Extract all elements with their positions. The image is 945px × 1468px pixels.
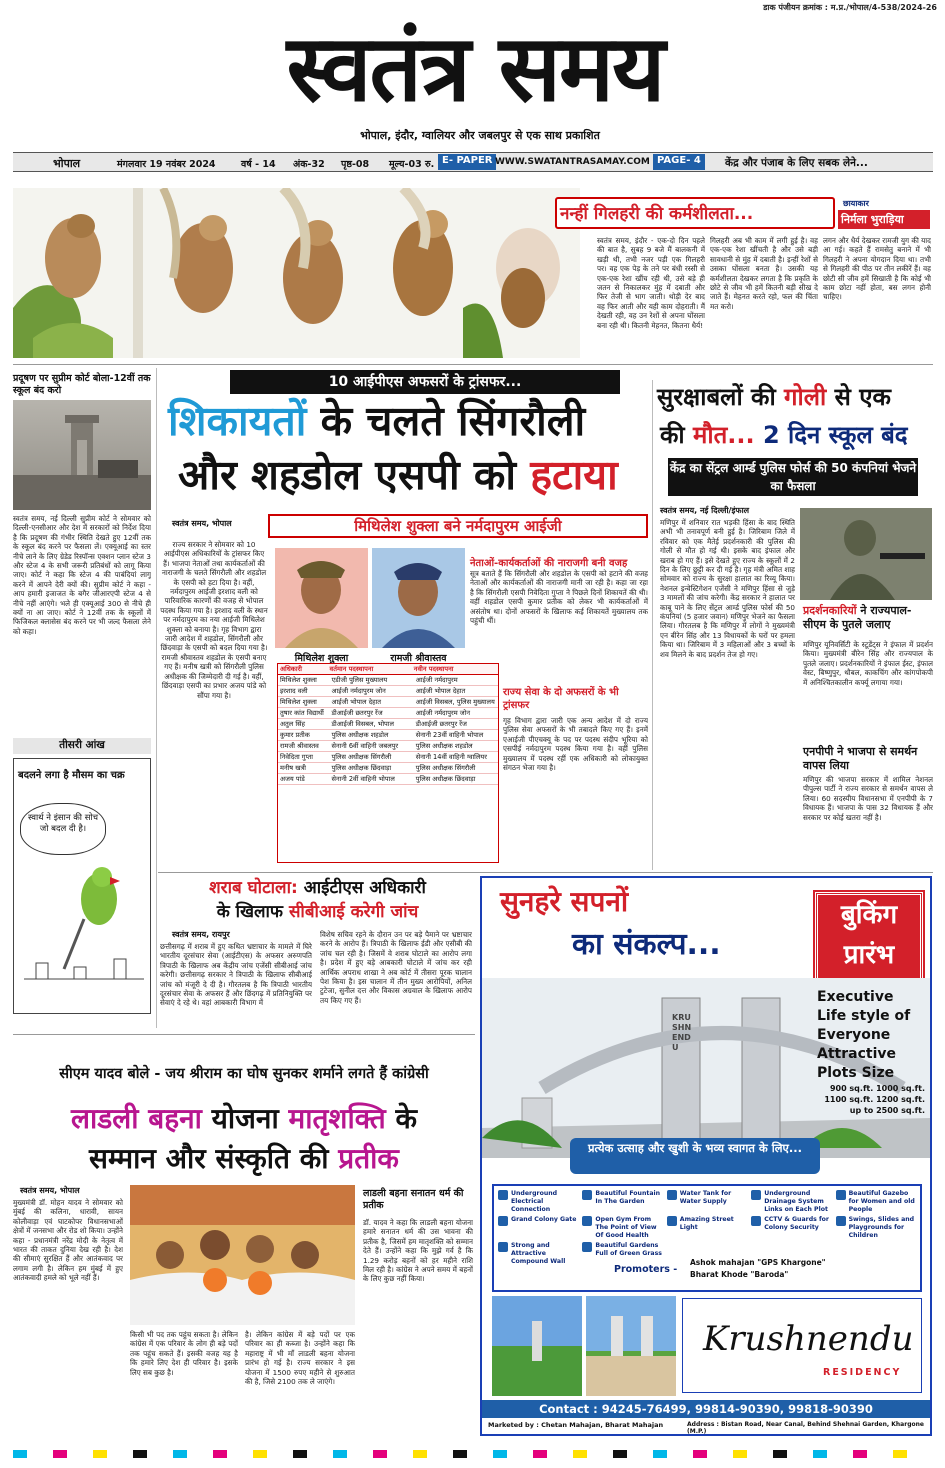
table-row [278,697,498,708]
feature-item [836,1190,916,1214]
squirrel-headline[interactable]: नन्हीं गिलहरी की कर्मशीलता... [560,204,754,224]
ips-byline: स्वतंत्र समय, भोपाल [172,519,232,528]
table-cell: आईजी विसबल, पुलिस मुख्यालय [415,698,495,706]
yadav-kicker[interactable]: सीएम यादव बोले - जय श्रीराम का घोष सुनकर शर्माने लगते हैं कांग्रेसी [59,1066,429,1082]
feature-icon [667,1216,677,1226]
feature-label: Water Tank for Water Supply [679,1190,732,1205]
security-headline-blue: 2 दिन स्कूल बंद [762,421,908,449]
ladli-headline-black: सम्मान और संस्कृति की [89,1142,329,1175]
ips-box-text: सूत्र बताते हैं कि सिंगरौली और शहडोल के एसपी को हटाने की वजह नेताओं और कार्यकर्ताओं की नाराजगी मानी जा रही है। कहा जा रहा है कि सिंगरौली एसपी निवेदिता गुप्ता ने पिछले दिनों शिकायतें की थी। वहीं शहडोल एसपी कुमार प्रतीक को लेकर भी कार्यकर्ताओं में असंतोष था। दोनों अफसरों के खिलाफ कई शिकायतें मुख्यालय तक पहुंची थीं। [470,569,648,626]
table-cell: मिथिलेश शुक्ला [280,698,317,706]
table-cell: अजय पांडे [280,775,305,783]
promoter-2: Bharat Khode "Baroda" [690,1270,789,1279]
rally-crowd-icon [130,1185,355,1325]
security-byline: स्वतंत्र समय, नई दिल्ली/इंफाल [660,506,750,515]
booking-badge[interactable] [815,892,923,984]
table-cell: आईजी नर्मदापुरम जोन [331,687,386,695]
table-row [278,752,498,763]
table-cell: पुलिस अधीक्षक शहडोल [415,742,473,750]
npp-text: मणिपुर की भाजपा सरकार में शामिल नेशनल पीपुल्स पार्टी ने राज्य सरकार से समर्थन वापस ले लिया। 60 सदस्यीय विधानसभा में एनपीपी के 7 विधायक हैं। भाजपा के पास 32 विधायक हैं और सरकार पर कोई खतरा नहीं है। [803,775,933,822]
ips-box-title: नेताओं-कार्यकर्ताओं की नाराजगी बनी वजह [470,558,628,569]
table-row [278,730,498,741]
feature-item [498,1190,578,1214]
pollution-text: स्वतंत्र समय, नई दिल्ली सुप्रीम कोर्ट ने सोमवार को दिल्ली-एनसीआर और देश में सरकारों को निर्देश दिया है कि प्रदूषण की गंभीर स्थिति देखते हुए 12वीं तक के स्कूल बंद करने पर फैसला लें। एक्यूआई का स्तर नीचे लाने के लिए ग्रेडेड रिस्पॉन्स एक्शन प्लान स्टेज 3 और स्टेज 4 के सभी जरूरी प्रतिबंधों को लागू किया जाए। कोर्ट ने कहा कि स्टेज 4 की पाबंदियां लागू करने में आपने देरी क्यों की। सुप्रीम कोर्ट ने कहा - आप हमारी इजाजत के बगैर जीआरएपी स्टेज 4 से नीचे नहीं आएंगे। भले ही एक्यूआई 300 से नीचे ही क्यों ना आ जाए। कोर्ट ने 12वीं तक के स्कूलों में फिजिकल क्लासेस बंद करने पर भी जल्द फैसला लेने को कहा। [13,514,151,636]
table-cell: मनीष खत्री [280,764,306,772]
liquor-headline-red: शराब घोटाला: [209,878,298,898]
website-link[interactable]: WWW.SWATANTRASAMAY.COM [495,157,650,167]
feature-icon [498,1190,508,1200]
ladli-headline-magenta: प्रतीक [338,1142,399,1175]
feature-icon [498,1242,508,1252]
table-cell: अतुल सिंह [280,720,306,728]
mithilesh-photo [275,548,368,648]
ladli-headline-line2[interactable] [13,1140,475,1178]
ips-kicker: 10 आईपीएस अफसरों के ट्रांसफर... [230,370,620,394]
info-bar [13,152,933,172]
liquor-headline-rest: आईटीएस अधिकारी [303,878,426,898]
squirrel-illustration [13,188,580,358]
cartoon-frame [13,758,151,1014]
officer-portrait-icon [275,548,368,648]
security-headline-part: की [660,421,685,449]
ladli-col-3: है। लेकिन कांग्रेस में बड़े पदों पर एक परिवार का ही कब्जा है। उन्होंने कहा कि महाराष्ट्र में भी माँ लाडली बहना योजना प्रारंभ हो गई है। राज्य सरकार ने इस योजना में 1500 रुपए महीने से शुरुआत की है, जिसे 2100 तक ले जाएंगे। [245,1330,355,1387]
transfer-table-body [278,675,498,785]
feature-label: Open Gym From The Point of View Of Good Health [595,1216,657,1239]
divider [13,1034,475,1035]
issue-price: मूल्य-03 रु. [389,159,435,170]
masthead-title: स्वतंत्र समय [286,14,664,122]
liquor-byline: स्वतंत्र समय, रायपुर [172,930,230,939]
mithilesh-caption: मिथिलेश शुक्ला [294,653,349,664]
officer-portrait-icon [372,548,465,648]
protest-title [803,604,933,632]
city-label: भोपाल [53,157,81,170]
divider [158,872,933,873]
booking-line-2: प्रारंभ [843,940,895,970]
feature-icon [498,1216,508,1226]
table-row [278,774,498,785]
transfer-table-header [278,664,498,675]
ips-col-1: राज्य सरकार ने सोमवार को 10 आईपीएस अधिकारियों के ट्रांसफर किए हैं। भाजपा नेताओं तथा कार्यकर्ताओं की नाराजगी के चलते सिंगरौली और शहडोल के एसपी को हटा दिया है। वहीं, नर्मदापुरम आईजी इरशाद वली को पारिवारिक कारणों की वजह से भोपाल पदस्थ किया गया है। इरशाद वली के स्थान पर नर्मदापुरम का नया आईजी मिथिलेश शुक्ला को बनाया है। गृह विभाग द्वारा जारी आदेश में शहडोल, सिंगरौली और छिंदवाड़ा के एसपी को बदल दिया गया है। रामजी श्रीवास्तव शहडोल के एसपी बनाए गए हैं। मनीष खत्री को सिंगरौली पुलिस अधीक्षक की जिम्मेदारी दी गई है। वहीं, छिंदवाड़ा एसपी का प्रभार अजय पांडे को सौंपा गया है। [160,540,268,700]
table-cell: तुषार कांत विद्यार्थी [280,709,324,717]
feature-label: Grand Colony Gate [511,1216,577,1223]
table-cell: एडीजी पुलिस मुख्यालय [331,676,388,684]
issue-year: वर्ष - 14 [241,159,276,170]
feature-icon [667,1190,677,1200]
table-row [278,741,498,752]
lifestyle-text: Executive Life style of Everyone Attractive Plots Size [817,989,911,1081]
ladli-col4-title: लाडली बहना सनातन धर्म की प्रतीक [363,1188,464,1211]
feature-item [751,1190,831,1214]
ips-headline-line1[interactable] [168,396,648,446]
squirrel-photo-strip [13,188,580,358]
table-cell: कुमार प्रतीक [280,731,310,739]
postal-registration: डाक पंजीयन क्रमांक : म.प्र./भोपाल/4-538/2024-26 [763,3,937,12]
pollution-photo [13,400,151,510]
table-cell: रामजी श्रीवास्तव [280,742,319,750]
divider [13,364,933,365]
masthead-tagline: भोपाल, इंदौर, ग्वालियर और जबलपुर से एक साथ प्रकाशित [360,129,600,142]
ad-headline-2: का संकल्प... [572,927,721,962]
cartoon-bubble-text: स्वार्थ ने इंसान की सोच जो बदल दी है। [27,813,99,834]
table-header: वर्तमान पदस्थापना [329,665,374,673]
npp-title: एनपीपी ने भाजपा से समर्थन वापस लिया [803,745,918,772]
feature-label: Beautiful Fountain In The Garden [595,1190,661,1205]
feature-icon [582,1242,592,1252]
park-photo-3 [586,1356,676,1396]
divider [652,380,653,870]
feature-label: Underground Drainage System Links on Each Plot [764,1190,828,1213]
feature-label: Beautiful Gazebo for Women and old People [848,1190,915,1213]
india-gate-smog-icon [13,400,151,510]
photographer-label: छायाकार [843,199,869,208]
table-cell: पुलिस अधीक्षक छिंदवाड़ा [415,775,476,783]
ladli-headline-black: के [395,1102,417,1135]
liquor-headline-red: सीबीआई करेगी जांच [288,902,419,922]
table-cell: इरशाद वली [280,687,308,695]
park-photo-1 [492,1296,582,1396]
cartoon-caption: बदलने लगा है मौसम का चक्र [18,770,125,781]
feature-item [582,1190,662,1214]
feature-label: Strong and Attractive Compound Wall [511,1242,566,1265]
booking-line-1: बुकिंग [840,900,898,930]
security-subhead: केंद्र का सेंट्रल आर्म्ड पुलिस फोर्स की 50 कंपनियां भेजने का फैसला [668,458,918,496]
feature-icon [751,1216,761,1226]
feature-item [498,1216,578,1240]
liquor-headline-rest: के खिलाफ [216,902,284,922]
ips-headline-line2[interactable] [178,450,658,500]
page-number-badge: PAGE- 4 [653,154,705,170]
table-cell: सेनानी 14वीं वाहिनी ग्वालियर [415,753,487,761]
feature-label: Underground Electrical Connection [511,1190,558,1213]
brand-sub: RESIDENCY [823,1367,902,1378]
ladli-col-4: डॉ. यादव ने कहा कि लाडली बहना योजना हमारे सनातन धर्म की उस भावना की प्रतीक है, जिसमें हम मातृशक्ति को सम्मान देते हैं। उन्होंने कहा कि मुझे गर्व है कि 1.29 करोड़ बहनों को हर महीने राशि मिल रही है। कांग्रेस ने अपने समय में बहनों के लिए कुछ नहीं किया। [363,1218,473,1284]
transfer-table [277,663,499,863]
brand-name: Krushnendu [703,1319,914,1359]
plot-sizes: 900 sq.ft. 1000 sq.ft. 1100 sq.ft. 1200 sq.ft. up to 2500 sq.ft. [824,1084,925,1115]
feature-item [667,1190,747,1214]
soldier-photo [800,508,932,600]
ladli-headline-black: योजना [211,1102,279,1135]
state-service-title: राज्य सेवा के दो अफसरों के भी ट्रांसफर [503,687,619,711]
divider [156,368,157,1028]
ips-headline-black: और शहडोल एसपी को [178,451,516,499]
table-cell: आईजी नर्मदापुरम जोन [415,709,470,717]
cartoon-section-label: तीसरी आंख [13,738,151,754]
security-headline-line1[interactable] [657,381,932,413]
ad-contact[interactable]: Contact : 94245-76499, 99814-90390, 99818-90390 [482,1400,930,1418]
table-cell: सेनानी 2वीं वाहिनी भोपाल [331,775,395,783]
liquor-headline-line2[interactable] [160,900,475,924]
liquor-col-1: छत्तीसगढ़ में शराब में हुए कथित भ्रष्टाचार के मामले में घिरे भारतीय दूरसंचार सेवा (आईटीएस) के अफसर अरुणपति त्रिपाठी के खिलाफ अब केंद्रीय जांच एजेंसी सीबीआई जांच करेगी। छत्तीसगढ़ सरकार ने त्रिपाठी के खिलाफ सीबीआई जांच को मंजूरी दे दी है। गौरतलब है कि त्रिपाठी भारतीय दूरसंचार सेवा के अफसर हैं और छिंदगढ़ में प्रतिनियुक्ति पर सेवाएं दे रहे थे। वहां आबकारी विभाग में [160,942,312,1008]
liquor-headline-line1[interactable] [160,876,475,900]
ramji-photo [372,548,465,648]
table-cell: आईजी भोपाल देहात [331,698,382,706]
parrot-cartoon-icon [24,859,144,1009]
ad-marketed-by: Marketed by : Chetan Mahajan, Bharat Mahajan [488,1421,664,1429]
ladli-byline: स्वतंत्र समय, भोपाल [20,1186,80,1195]
table-cell: डीआईजी छतरपुर रेंज [415,720,467,728]
ad-headline-1: सुनहरे सपनों [500,885,629,918]
promoter-1: Ashok mahajan "GPS Khargone" [690,1258,826,1267]
table-cell: पुलिस अधीक्षक सिंगरौली [331,753,392,761]
krushnendu-ad [480,876,932,1436]
feature-icon [582,1216,592,1226]
feature-icon [836,1216,846,1226]
feature-item [836,1216,916,1240]
brand-logo-box [682,1298,922,1393]
feature-label: CCTV & Guards for Colony Security [764,1216,829,1231]
security-headline-red: गोली [784,383,827,411]
ips-subhead: मिथिलेश शुक्ला बने नर्मदापुरम आईजी [268,514,648,538]
soldier-icon [800,508,932,600]
table-cell: सेनानी 23वीं वाहिनी भोपाल [415,731,484,739]
feature-label: Beautiful Gardens Full of Green Grass [595,1242,662,1257]
table-cell: आईजी नर्मदापुरम [415,676,458,684]
table-cell: पुलिस अधीक्षक शहडोल [331,731,389,739]
cm-rally-photo [130,1185,355,1325]
issue-number: अंक-32 [293,159,325,170]
pollution-headline[interactable]: प्रदूषण पर सुप्रीम कोर्ट बोला-12वीं तक स्कूल बंद करो [13,373,151,396]
ips-headline-rest: के चलते सिंगरौली [320,397,586,445]
security-text: मणिपुर में शनिवार रात भड़की हिंसा के बाद स्थिति अभी भी तनावपूर्ण बनी हुई है। जिरिबाम जिले में रविवार को एक मैतेई प्रदर्शनकारी की पुलिस की गोली से मौत हो गई थी। इसके बाद इंफाल और खराब हो गए हैं। इसे देखते हुए राज्य के स्कूलों में 2 दिन के लिए छुट्टी कर दी गई है। गृह मंत्री अमित शाह सोमवार को राज्य के सुरक्षा हालात का रिव्यू किया। नेशनल इन्वेस्टिगेशन एजेंसी ने मणिपुर हिंसा से जुड़े 3 मामलों की जांच करेगी। केंद्र सरकार ने हालात पर काबू पाने के लिए सेंट्रल आर्म्ड पुलिस फोर्स की 50 कंपनियां (5 हजार जवान) मणिपुर भेजने का फैसला लिया। गौरतलब है कि मणिपुर में लोगों ने मुख्यमंत्री एन बीरेन सिंह और 13 विधायकों के घरों पर हमला किया था। जिरिबाम में 3 महिलाओं और 3 बच्चों के शव मिलने के बाद प्रदर्शन तेज हो गए। [660,518,795,659]
promoters-label: Promoters - [614,1264,678,1275]
table-row [278,719,498,730]
feature-item [582,1242,662,1266]
table-cell: निवेदिता गुप्ता [280,753,314,761]
ladli-headline-magenta: लाडली बहना [71,1102,202,1135]
feature-icon [836,1190,846,1200]
gate-text: KRUSHNENDU [672,1013,692,1052]
table-cell: पुलिस अधीक्षक छिंदवाड़ा [331,764,392,772]
table-header: अधिकारी [280,665,302,673]
squirrel-col-3: लगन और धैर्य देखकर रामजी युग की याद आ गई। कहते हैं रामसेतु बनाने में भी गिलहरी ने अपना योगदान दिया था। तभी से गिलहरी की पीठ पर तीन लकीरें हैं। वह छोटी सी जीव हमें सिखाती है कि कोई भी काम छोटा नहीं होता, बस लगन होनी चाहिए। [823,236,931,302]
ad-address: Address : Bistan Road, Near Canal, Behind Shehnai Garden, Khargone (M.P.) [687,1421,924,1435]
table-cell: सेनानी 6वीं वाहिनी जबलपुर [331,742,399,750]
ladli-headline-line1[interactable] [13,1100,475,1138]
security-headline-line2[interactable] [660,419,935,451]
epaper-badge[interactable]: E- PAPER [438,154,496,170]
table-cell: पुलिस अधीक्षक सिंगरौली [415,764,476,772]
ips-headline-blue: शिकायतों [168,397,307,445]
table-row [278,675,498,686]
table-header: नवीन पदस्थापना [413,665,454,673]
feature-item [582,1216,662,1240]
ad-banner: प्रत्येक उत्साह और खुशी के भव्य स्वागत के लिए... [570,1138,820,1174]
feature-icon [582,1190,592,1200]
protest-text: मणिपुर यूनिवर्सिटी के स्टूडेंट्स ने इंफाल में प्रदर्शन किया। मुख्यमंत्री बीरेन सिंह और राज्यपाल के पुतले जलाए। प्रदर्शनकारियों ने इंफाल ईस्ट, इंफाल वेस्ट, बिष्णुपुर, थौबल, काकचिंग और कांगपोकपी में अनिश्चितकालीन कर्फ्यू लगाया गया। [803,640,933,687]
table-row [278,763,498,774]
feature-label: Swings, Slides and Playgrounds for Children [848,1216,915,1239]
protest-title-rest: ने राज्यपाल-सीएम के पुतले जलाए [803,604,912,631]
ramji-caption: रामजी श्रीवास्तव [390,653,447,664]
garden-icon [492,1296,582,1396]
teaser-headline[interactable]: केंद्र और पंजाब के लिए सबक लेने... [725,157,868,169]
ladli-col-1: मुख्यमंत्री डॉ. मोहन यादव ने सोमवार को मुंबई की कलिना, धारावी, सायन कोलीवाड़ा एवं घाटकोपर विधानसभाओं क्षेत्रों में जनसभा और रोड शो किया। उन्होंने कहा - प्रधानमंत्री नरेंद्र मोदी के नेतृत्व में भारत की ताकत दुनिया देख रही है। देश की सीमाएं सुरक्षित हैं और आतंकवाद पर लगाम लगी है। लेकिन हम मुंबई में हुए आतंकवादी हमले को भूले नहीं हैं। [13,1198,123,1283]
squirrel-col-1: स्वतंत्र समय, इंदौर - एक-दो दिन पहले की बात है, सुबह 9 बजे मैं बालकनी में खड़ी थी, तभी नजर पड़ी एक गिलहरी पर। वह एक पेड़ के तने पर बंधी रस्सी से एक-एक रेशा खींच रही थी, उसे बड़े ही जतन से निकालकर मुंह में दबाती और फिर तेजी से भाग जाती। थोड़ी देर बाद वह फिर आती और यही काम दोहराती। मैं देखती रही, वह उन रेशों से अपना घोंसला बना रही थी। कितनी मेहनत, कितना धैर्य! [597,236,705,330]
feature-icon [751,1190,761,1200]
protest-title-red: प्रदर्शनकारियों [803,604,857,617]
table-cell: आईजी भोपाल देहात [415,687,466,695]
security-headline-part: से एक [834,383,891,411]
table-cell: डीआईजी छतरपुर रेंज [331,709,383,717]
ips-headline-red: हटाया [530,451,618,499]
ladli-headline-magenta: मातृशक्ति [288,1102,386,1135]
security-headline-red: मौत... [693,421,755,449]
table-cell: मिथिलेश शुक्ला [280,676,317,684]
photographer-name: निर्मला भुराड़िया [838,210,930,229]
feature-label: Amazing Street Light [679,1216,734,1231]
table-row [278,686,498,697]
table-cell: डीआईजी विसबल, भोपाल [331,720,394,728]
squirrel-col-2: गिलहरी अब भी काम में लगी हुई है। वह एक-एक रेशा खींचती है और उसे बड़ी सावधानी से मुंह में दबाती है। इन्हीं रेशों से उसका घोंसला बनता है। उसकी यह कर्मशीलता देखकर लगता है कि प्रकृति के छोटे से जीव भी हमें कितनी बड़ी सीख दे जाते हैं। मेहनत करते रहो, फल की चिंता मत करो। [710,236,818,311]
issue-pages: पृष्ठ-08 [341,159,370,170]
features-panel [492,1184,922,1292]
table-row [278,708,498,719]
security-headline-part: सुरक्षाबलों की [657,383,776,411]
print-registration-marks [13,1450,933,1458]
feature-item [751,1216,831,1240]
feature-item [667,1216,747,1240]
ladli-col-2: किसी भी पद तक पहुंच सकता है। लेकिन कांग्रेस में एक परिवार के लोग ही बड़े पदों तक पहुंच सकते हैं। इसकी वजह यह है कि हमारे लिए देश ही परिवार है। इसके लिए सब कुछ है। [130,1330,238,1377]
feature-item [498,1242,578,1266]
state-service-text: गृह विभाग द्वारा जारी एक अन्य आदेश में दो राज्य पुलिस सेवा अफसरों के भी तबादले किए गए हैं। इनमें एआईजी पीएचक्यू के पद पर पदस्थ संदीप भूरिया को एसपीई नर्मदापुरम पदस्थ किया गया है। वहीं पुलिस मुख्यालय में पदस्थ रहीं एक अधिकारी को लोकायुक्त संगठन भेजा गया है। [503,716,648,773]
issue-date: मंगलवार 19 नवंबर 2024 [117,159,216,170]
liquor-col-2: विशेष सचिव रहने के दौरान उन पर बड़े पैमाने पर भ्रष्टाचार करने के आरोप हैं। त्रिपाठी के खिलाफ ईडी और एसीबी की जांच चल रही है। जिसमें वे शराब घोटाले का आरोप लगा है। प्रदेश में हुए बड़े आबकारी घोटाले में जांच कर रही आर्थिक अपराध शाखा ने अब कोर्ट में तीसरा पूरक चालान पेश किया है। इस चालान में तीन मुख्य आरोपियों, अनिल टुटेजा, सुनील दत्त और विकास अग्रवाल के खिलाफ आरोप तय किए गए हैं। [320,930,472,1005]
